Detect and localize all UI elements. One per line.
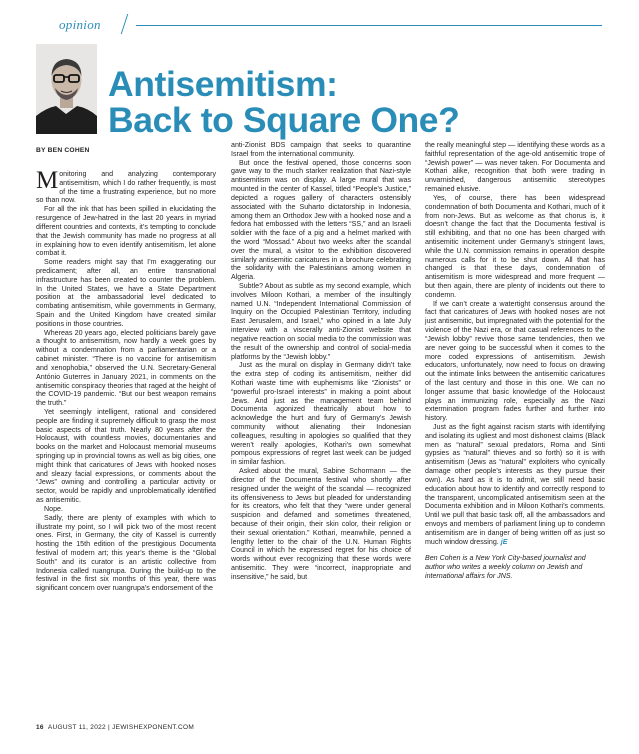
headline-line-2: Back to Square One? <box>108 100 460 140</box>
section-label: opinion <box>59 17 101 32</box>
paragraph-text: Just as the fight against racism starts with identifying and isolating its ugliest and most dishonest claims (Black men as “natural” sexual predators, Roma and Sinti gypsies as “natural” thieves and so forth) so it is with antisemitism (Jews as “natural” exploiters who cynically damage other people’s interests as they pursue their own). As hard as it is to admit, we still need basic education about how to identify and correctly respond to the transparent, uncomplicated antisemitism seen at the Documenta exhibition and in Miloon Kothari’s comments. Until we pull that basic task off, all the ambassadors and envoys and members of parliament lining up to condemn antisemitism are in danger of being written off as just so much window dressing. <box>425 423 605 546</box>
footer-text: AUGUST 11, 2022 | JEWISHEXPONENT.COM <box>47 724 195 731</box>
article-paragraph: Just as the mural on display in Germany didn’t take the extra step of coding its antisemitism, neither did Kothari waste time with euphemisms like “Zionists” or “powerful pro-Israel interests” in making a point about Jews. And just as the management team behind Documenta agonized theatrically about how to acknowledge the hurt and fury of Germany’s Jewish community without alienating their Indonesian colleagues, resulting in apologies so qualified that they weren’t really apologies, Kothari’s own somewhat pompous expressions of regret last week can be judged in similar fashion. <box>231 361 411 467</box>
headline <box>108 66 608 138</box>
article-paragraph: Whereas 20 years ago, elected politicians barely gave a thought to antisemitism, now hardly a week goes by without a condemnation from a parliamentarian or a cabinet minister. “There is no vaccine for antisemitism and xenophobia,” observed the U.N. Secretary-General António Guterres in January 2021, in comments on the antisemitic conspiracy theories that raged at the height of the COVID-19 pandemic. “But our best weapon remains the truth.” <box>36 328 216 408</box>
drop-cap: M <box>36 167 59 194</box>
article-paragraph: the really meaningful step — identifying these words as a faithful representation of the age-old antisemitic trope of “Jewish power” — was never taken. For Documenta and Kothari alike, recognition that both were trading in unvarnished, dangerous antisemitic stereotypes remained elusive. <box>425 141 605 194</box>
article-paragraph: anti-Zionist BDS campaign that seeks to quarantine Israel from the international community. <box>231 141 411 158</box>
headline-line-1: Antisemitism: <box>108 64 338 104</box>
article-paragraph: Asked about the mural, Sabine Schormann — the director of the Documenta festival who shortly after resigned under the weight of the scandal — recognized its offensiveness to Jews but pleaded for understanding for its creators, who felt that they “were under general suspicion and defamed and sometimes threatened, because of their origin, their skin color, their religion or their sexual orientation.” Kothari, meanwhile, penned a lengthy letter to the chair of the U.N. Human Rights Council in which he expressed regret for his choice of words without ever recognizing that these words were antisemitic. They were “incorrect, inappropriate and insensitive,” he said, but <box>231 467 411 581</box>
author-photo <box>36 44 97 134</box>
article-paragraph: But once the festival opened, those concerns soon gave way to the much starker realization that Nazi-style antisemitism was on display. A large mural that was mounted in the center of Kassel, titled “People’s Justice,” depicted a rogues gallery of characters ostensibly associated with the Suharto dictatorship in Indonesia, among them an Orthodox Jew with a hooked nose and a fedora hat embossed with the letters “SS,” and an Israeli soldier with the face of a pig and a helmet marked with the word “Mossad.” About two weeks after the scandal over the mural, a visitor to the exhibition discovered similarly antisemitic caricatures in a brochure celebrating the solidarity with the Palestinians among women in Algeria. <box>231 158 411 282</box>
section-slash <box>121 14 128 34</box>
article-column-3 <box>425 141 605 581</box>
author-bio: Ben Cohen is a New York City-based journalist and author who writes a weekly column on Jewish and international affairs for JNS. <box>425 554 586 580</box>
article-column-1 <box>36 167 216 593</box>
page-footer <box>36 724 194 731</box>
article-paragraph: Yes, of course, there has been widespread condemnation of both Documenta and Kothari, much of it from non-Jews. But as welcome as that chorus is, it doesn’t change the fact that the Documenta festival is still exhibiting, and that no one has been charged with antisemitic incitement under Germany’s stringent laws, while the U.N. commission remains in operation despite numerous calls for it to be shut down. All that has changed is that these days, condemnation of antisemitism is more widespread and more frequent — but then again, there are plenty of incidents out there to condemn. <box>425 193 605 299</box>
article-paragraph: Yet seemingly intelligent, rational and considered people are finding it supremely difficult to grasp the most basic aspects of that truth. Nearly 80 years after the Holocaust, with countless movies, documentaries and books on the market and Holocaust memorial museums springing up in provincial towns as well as big cities, one might think that caricatures of Jews with hooked noses and sleazy facial expressions, or comments about the “Jews” owning and controlling a particular activity or sector, would be rapidly and unproblematically identified as antisemitic. <box>36 407 216 505</box>
top-rule <box>136 25 602 26</box>
article-paragraph <box>425 423 605 546</box>
article-paragraph: For all the ink that has been spilled in elucidating the resurgence of Jew-hatred in the last 20 years in myriad different countries and contexts, it’s tempting to conclude that the Jewish community has made no progress at all in explaining how to even identify antisemitism, let alone combat it. <box>36 205 216 258</box>
article-paragraph: Nope. <box>44 504 63 513</box>
article-paragraph <box>36 167 216 205</box>
end-mark: jE <box>500 537 508 546</box>
paragraph-text: onitoring and analyzing contemporary antisemitism, which I do rather frequently, is most of the time a frustrating experience, but no more so than now. <box>36 170 216 205</box>
author-portrait-icon <box>36 44 97 134</box>
article-column-2 <box>231 141 411 582</box>
byline: BY BEN COHEN <box>36 147 90 154</box>
article-paragraph: Subtle? About as subtle as my second example, which involves Miloon Kothari, a member of the insultingly named U.N. “Independent International Commission of Inquiry on the Occupied Palestinian Territory, including East Jerusalem, and Israel,” who opined in a late July interview with a viscerally anti-Zionist website that negative reaction on social media to the commission was the result of the ownership and control of social-media platforms by the “Jewish lobby.” <box>231 282 411 361</box>
article-paragraph: If we can’t create a watertight consensus around the fact that caricatures of Jews with hooked noses are not just antisemitic, but impregnated with the potential for the violence of the Nazi era, or that casual references to the “Jewish lobby” revive those same tendencies, then we are never going to be successful when it comes to the more coded expressions of antisemitism. Jewish educators, unfortunately, now need to focus on drawing out the intimate links between the antisemitic caricatures of the last century and those in this one. We can no longer assume that basic knowledge of the Holocaust plays an immunizing role, especially as the Nazi extermination program fades further and further into history. <box>425 299 605 423</box>
article-paragraph: Sadly, there are plenty of examples with which to illustrate my point, so I will pick two of the most recent ones. First, in Germany, the city of Kassel is currently hosting the 15th edition of the prestigious Documenta festival of modern art; this year’s theme is the “Global South” and its curator is an artistic collective from Indonesia called ruangrupa. During the build-up to the festival in the first six months of this year, there was significant concern over ruangrupa’s endorsement of the <box>36 513 216 593</box>
article-paragraph: Some readers might say that I’m exaggerating our predicament; after all, an entire transnational infrastructure has been created to counter the problem. In the United States, we have a State Department position at the ambassadorial level dedicated to combating antisemitism, while governments in Germany, Spain and the United Kingdom have created similar positions in those countries. <box>36 258 216 328</box>
page-number: 16 <box>36 724 44 731</box>
